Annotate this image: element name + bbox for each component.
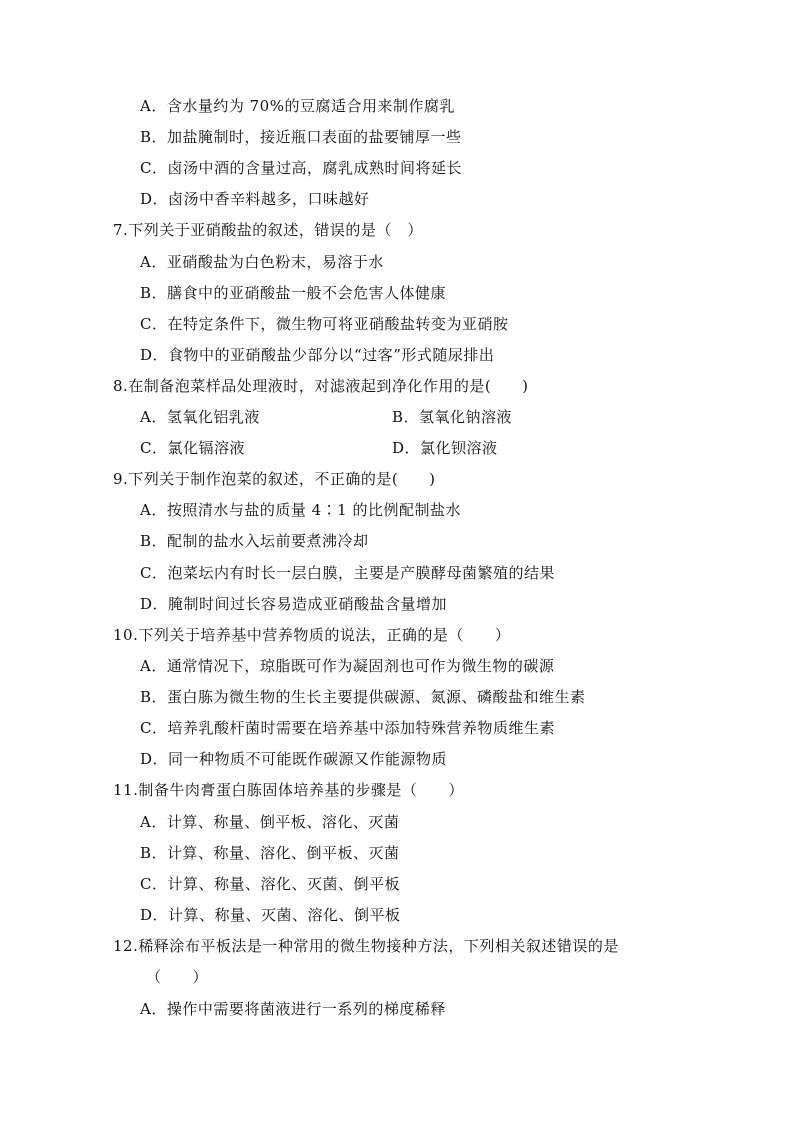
q8-stem: 8.在制备泡菜样品处理液时，对滤液起到净化作用的是( ) xyxy=(113,377,529,395)
q11-option-b: B．计算、称量、溶化、倒平板、灭菌 xyxy=(140,844,400,862)
q8-option-c: C．氯化镉溶液 xyxy=(140,439,245,457)
q12-stem-continuation: （ ） xyxy=(146,968,209,986)
q10-option-a: A．通常情况下，琼脂既可作为凝固剂也可作为微生物的碳源 xyxy=(140,657,555,675)
q10-option-c: C．培养乳酸杆菌时需要在培养基中添加特殊营养物质维生素 xyxy=(140,719,555,737)
q10-option-b: B．蛋白胨为微生物的生长主要提供碳源、氮源、磷酸盐和维生素 xyxy=(140,688,586,706)
q9-option-a: A．按照清水与盐的质量 4∶1 的比例配制盐水 xyxy=(140,501,461,519)
q8-option-b: B．氢氧化钠溶液 xyxy=(392,408,513,426)
q6-option-d: D．卤汤中香辛料越多，口味越好 xyxy=(140,190,370,208)
q9-option-d: D．腌制时间过长容易造成亚硝酸盐含量增加 xyxy=(140,595,448,613)
q7-option-d: D．食物中的亚硝酸盐少部分以“过客”形式随尿排出 xyxy=(140,346,495,364)
q7-option-b: B．膳食中的亚硝酸盐一般不会危害人体健康 xyxy=(140,284,447,302)
q6-option-c: C．卤汤中酒的含量过高，腐乳成熟时间将延长 xyxy=(140,159,462,177)
q8-option-d: D．氯化钡溶液 xyxy=(392,439,498,457)
q7-stem: 7.下列关于亚硝酸盐的叙述，错误的是（ ） xyxy=(113,221,423,239)
q9-stem: 9.下列关于制作泡菜的叙述，不正确的是( ) xyxy=(113,470,436,488)
q6-option-a: A．含水量约为 70%的豆腐适合用来制作腐乳 xyxy=(140,97,455,115)
q11-option-a: A．计算、称量、倒平板、溶化、灭菌 xyxy=(140,813,400,831)
q9-option-c: C．泡菜坛内有时长一层白膜，主要是产膜酵母菌繁殖的结果 xyxy=(140,564,555,582)
q10-stem: 10.下列关于培养基中营养物质的说法，正确的是（ ） xyxy=(113,626,511,644)
q8-option-a: A．氢氧化铝乳液 xyxy=(140,408,260,426)
q7-option-c: C．在特定条件下，微生物可将亚硝酸盐转变为亚硝胺 xyxy=(140,315,509,333)
q10-option-d: D．同一种物质不可能既作碳源又作能源物质 xyxy=(140,750,448,768)
q6-option-b: B．加盐腌制时，接近瓶口表面的盐要铺厚一些 xyxy=(140,128,462,146)
q11-stem: 11.制备牛肉膏蛋白胨固体培养基的步骤是（ ） xyxy=(113,781,464,799)
q11-option-c: C．计算、称量、溶化、灭菌、倒平板 xyxy=(140,875,400,893)
q12-option-a: A．操作中需要将菌液进行一系列的梯度稀释 xyxy=(140,1000,446,1018)
q9-option-b: B．配制的盐水入坛前要煮沸冷却 xyxy=(140,532,369,550)
q12-stem: 12.稀释涂布平板法是一种常用的微生物接种方法，下列相关叙述错误的是 xyxy=(113,937,619,955)
q7-option-a: A．亚硝酸盐为白色粉末，易溶于水 xyxy=(140,253,384,271)
q11-option-d: D．计算、称量、灭菌、溶化、倒平板 xyxy=(140,906,401,924)
